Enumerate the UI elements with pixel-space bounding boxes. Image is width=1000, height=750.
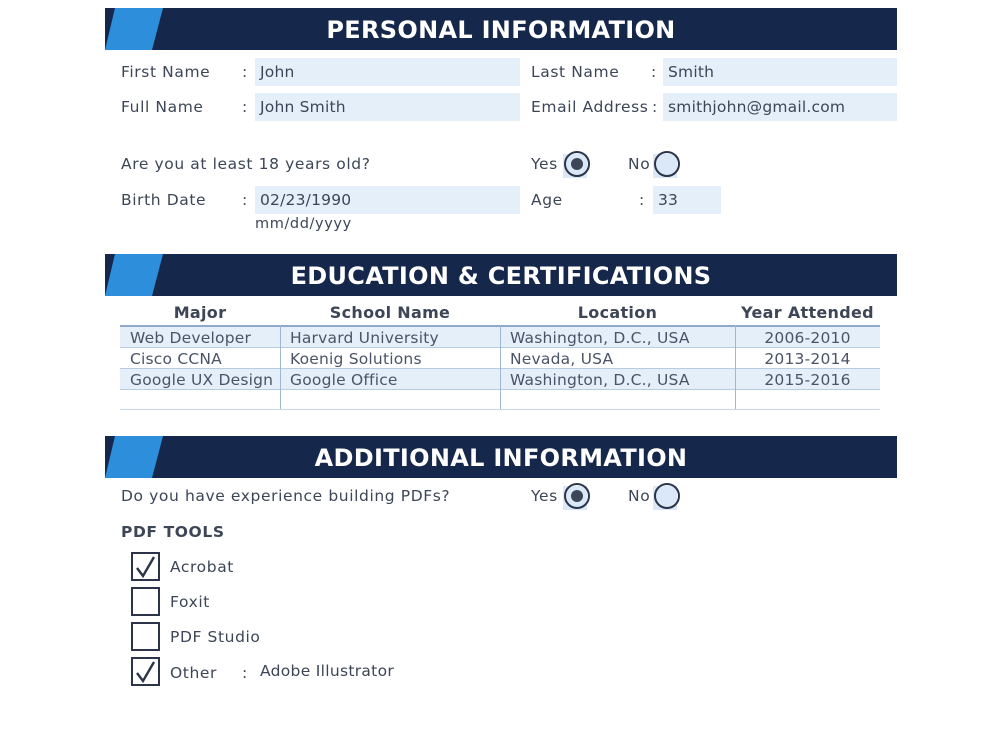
full-name-colon: : [242, 98, 248, 116]
additional-info-title: ADDITIONAL INFORMATION [314, 444, 688, 472]
cell-location[interactable]: Washington, D.C., USA [510, 371, 690, 389]
acrobat-label: Acrobat [170, 558, 234, 576]
first-name-colon: : [242, 63, 248, 81]
cell-major[interactable]: Cisco CCNA [130, 350, 222, 368]
radio-circle [654, 151, 680, 177]
last-name-field[interactable]: Smith [663, 58, 897, 86]
cell-location[interactable] [500, 390, 735, 410]
pdf-yes-radio[interactable] [561, 481, 593, 513]
education-title: EDUCATION & CERTIFICATIONS [290, 262, 712, 290]
cell-location[interactable]: Washington, D.C., USA [510, 329, 690, 347]
other-colon: : [242, 664, 248, 682]
radio-circle [654, 483, 680, 509]
header-location: Location [577, 303, 658, 322]
last-name-colon: : [651, 63, 657, 81]
first-name-field[interactable]: John [255, 58, 520, 86]
pdf-no-label: No [628, 487, 651, 505]
email-colon: : [652, 98, 658, 116]
first-name-label: First Name [121, 63, 211, 81]
header-year-attended: Year Attended [741, 303, 874, 322]
foxit-checkbox[interactable] [131, 587, 160, 616]
other-checkbox[interactable] [131, 657, 160, 686]
pdf-tools-heading: PDF TOOLS [121, 523, 225, 541]
cell-school[interactable]: Google Office [290, 371, 398, 389]
email-label: Email Address [531, 98, 649, 116]
foxit-label: Foxit [170, 593, 210, 611]
full-name-field[interactable]: John Smith [255, 93, 520, 121]
full-name-label: Full Name [121, 98, 204, 116]
pdf-studio-label: PDF Studio [170, 628, 261, 646]
cell-major[interactable]: Google UX Design [130, 371, 274, 389]
cell-major[interactable] [120, 390, 280, 410]
radio-selected-dot [571, 490, 583, 502]
birth-date-label: Birth Date [121, 191, 207, 209]
email-field[interactable]: smithjohn@gmail.com [663, 93, 897, 121]
age-question: Are you at least 18 years old? [121, 155, 371, 173]
checkmark-icon [135, 555, 157, 579]
additional-info-banner [105, 436, 897, 478]
acrobat-checkbox[interactable] [131, 552, 160, 581]
other-tool-value[interactable]: Adobe Illustrator [260, 662, 395, 680]
personal-info-banner [105, 8, 897, 50]
age-label: Age [531, 191, 563, 209]
birth-date-colon: : [242, 191, 248, 209]
checkmark-icon [135, 660, 157, 684]
radio-circle [564, 483, 590, 509]
column-divider [280, 325, 281, 409]
personal-info-title: PERSONAL INFORMATION [326, 16, 676, 44]
age-colon: : [639, 191, 645, 209]
radio-circle [564, 151, 590, 177]
age-field[interactable]: 33 [653, 186, 721, 214]
cell-location[interactable]: Nevada, USA [510, 350, 614, 368]
cell-school[interactable]: Koenig Solutions [290, 350, 422, 368]
last-name-label: Last Name [531, 63, 620, 81]
age-yes-label: Yes [531, 155, 558, 173]
education-banner [105, 254, 897, 296]
age-yes-radio[interactable] [561, 149, 593, 181]
cell-major[interactable]: Web Developer [130, 329, 252, 347]
cell-school[interactable]: Harvard University [290, 329, 439, 347]
cell-school[interactable] [280, 390, 500, 410]
header-major: Major [173, 303, 227, 322]
header-school-name: School Name [329, 303, 451, 322]
column-divider [500, 325, 501, 409]
age-no-label: No [628, 155, 651, 173]
pdf-no-radio[interactable] [651, 481, 683, 513]
cell-year[interactable]: 2015-2016 [764, 371, 851, 389]
pdf-experience-question: Do you have experience building PDFs? [121, 487, 451, 505]
birth-date-format-hint: mm/dd/yyyy [255, 216, 352, 232]
pdf-yes-label: Yes [531, 487, 558, 505]
cell-year[interactable]: 2013-2014 [764, 350, 851, 368]
cell-year[interactable]: 2006-2010 [764, 329, 851, 347]
table-bottom-rule [120, 409, 880, 410]
age-no-radio[interactable] [651, 149, 683, 181]
other-label: Other [170, 664, 218, 682]
radio-selected-dot [571, 158, 583, 170]
pdf-studio-checkbox[interactable] [131, 622, 160, 651]
birth-date-field[interactable]: 02/23/1990 [255, 186, 520, 214]
cell-year[interactable] [735, 390, 880, 410]
column-divider [735, 325, 736, 409]
